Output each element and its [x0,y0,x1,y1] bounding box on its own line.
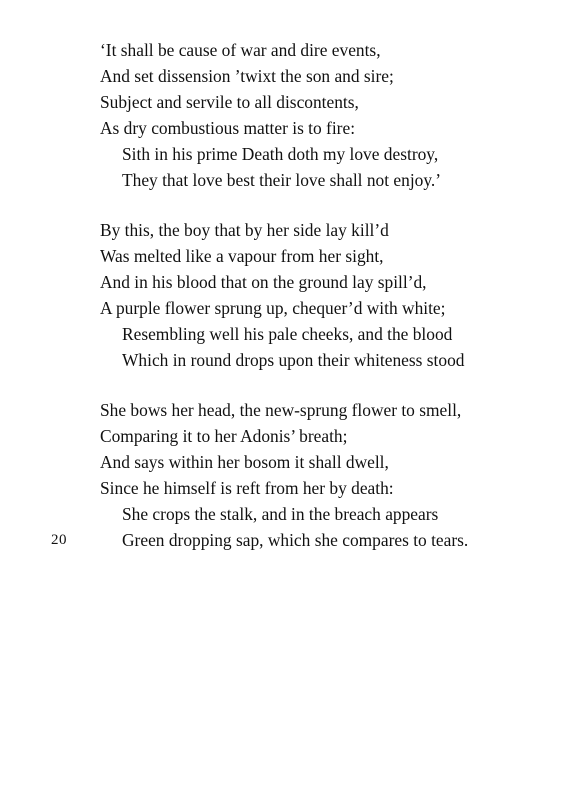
verse-line: She bows her head, the new-sprung flower to smell, [100,400,462,420]
verse-line: ‘It shall be cause of war and dire events, [100,40,381,60]
verse-line: By this, the boy that by her side lay kill’d [100,220,389,240]
stanza [0,217,580,373]
verse-line-with-number [0,527,580,553]
line-number: 20 [51,532,67,548]
verse-line: They that love best their love shall not enjoy.’ [122,170,442,190]
verse-line-text: Green dropping sap, which she compares to tears. [122,530,469,550]
verse-line: And set dissension ’twixt the son and sire; [100,66,394,86]
stanza [0,37,580,193]
verse-line: A purple flower sprung up, chequer’d with white; [100,298,446,318]
verse-line: Which in round drops upon their whiteness stood [122,350,465,370]
poem [0,37,580,577]
verse-line: And in his blood that on the ground lay spill’d, [100,272,427,292]
verse-line: And says within her bosom it shall dwell, [100,452,389,472]
verse-line: Sith in his prime Death doth my love destroy, [122,144,439,164]
verse-line: Since he himself is reft from her by death: [100,478,394,498]
verse-line: Comparing it to her Adonis’ breath; [100,426,348,446]
verse-line: She crops the stalk, and in the breach appears [122,504,439,524]
verse-line: Was melted like a vapour from her sight, [100,246,384,266]
stanza [0,397,580,553]
verse-line: As dry combustious matter is to fire: [100,118,356,138]
verse-line: Resembling well his pale cheeks, and the blood [122,324,453,344]
verse-line: Subject and servile to all discontents, [100,92,359,112]
